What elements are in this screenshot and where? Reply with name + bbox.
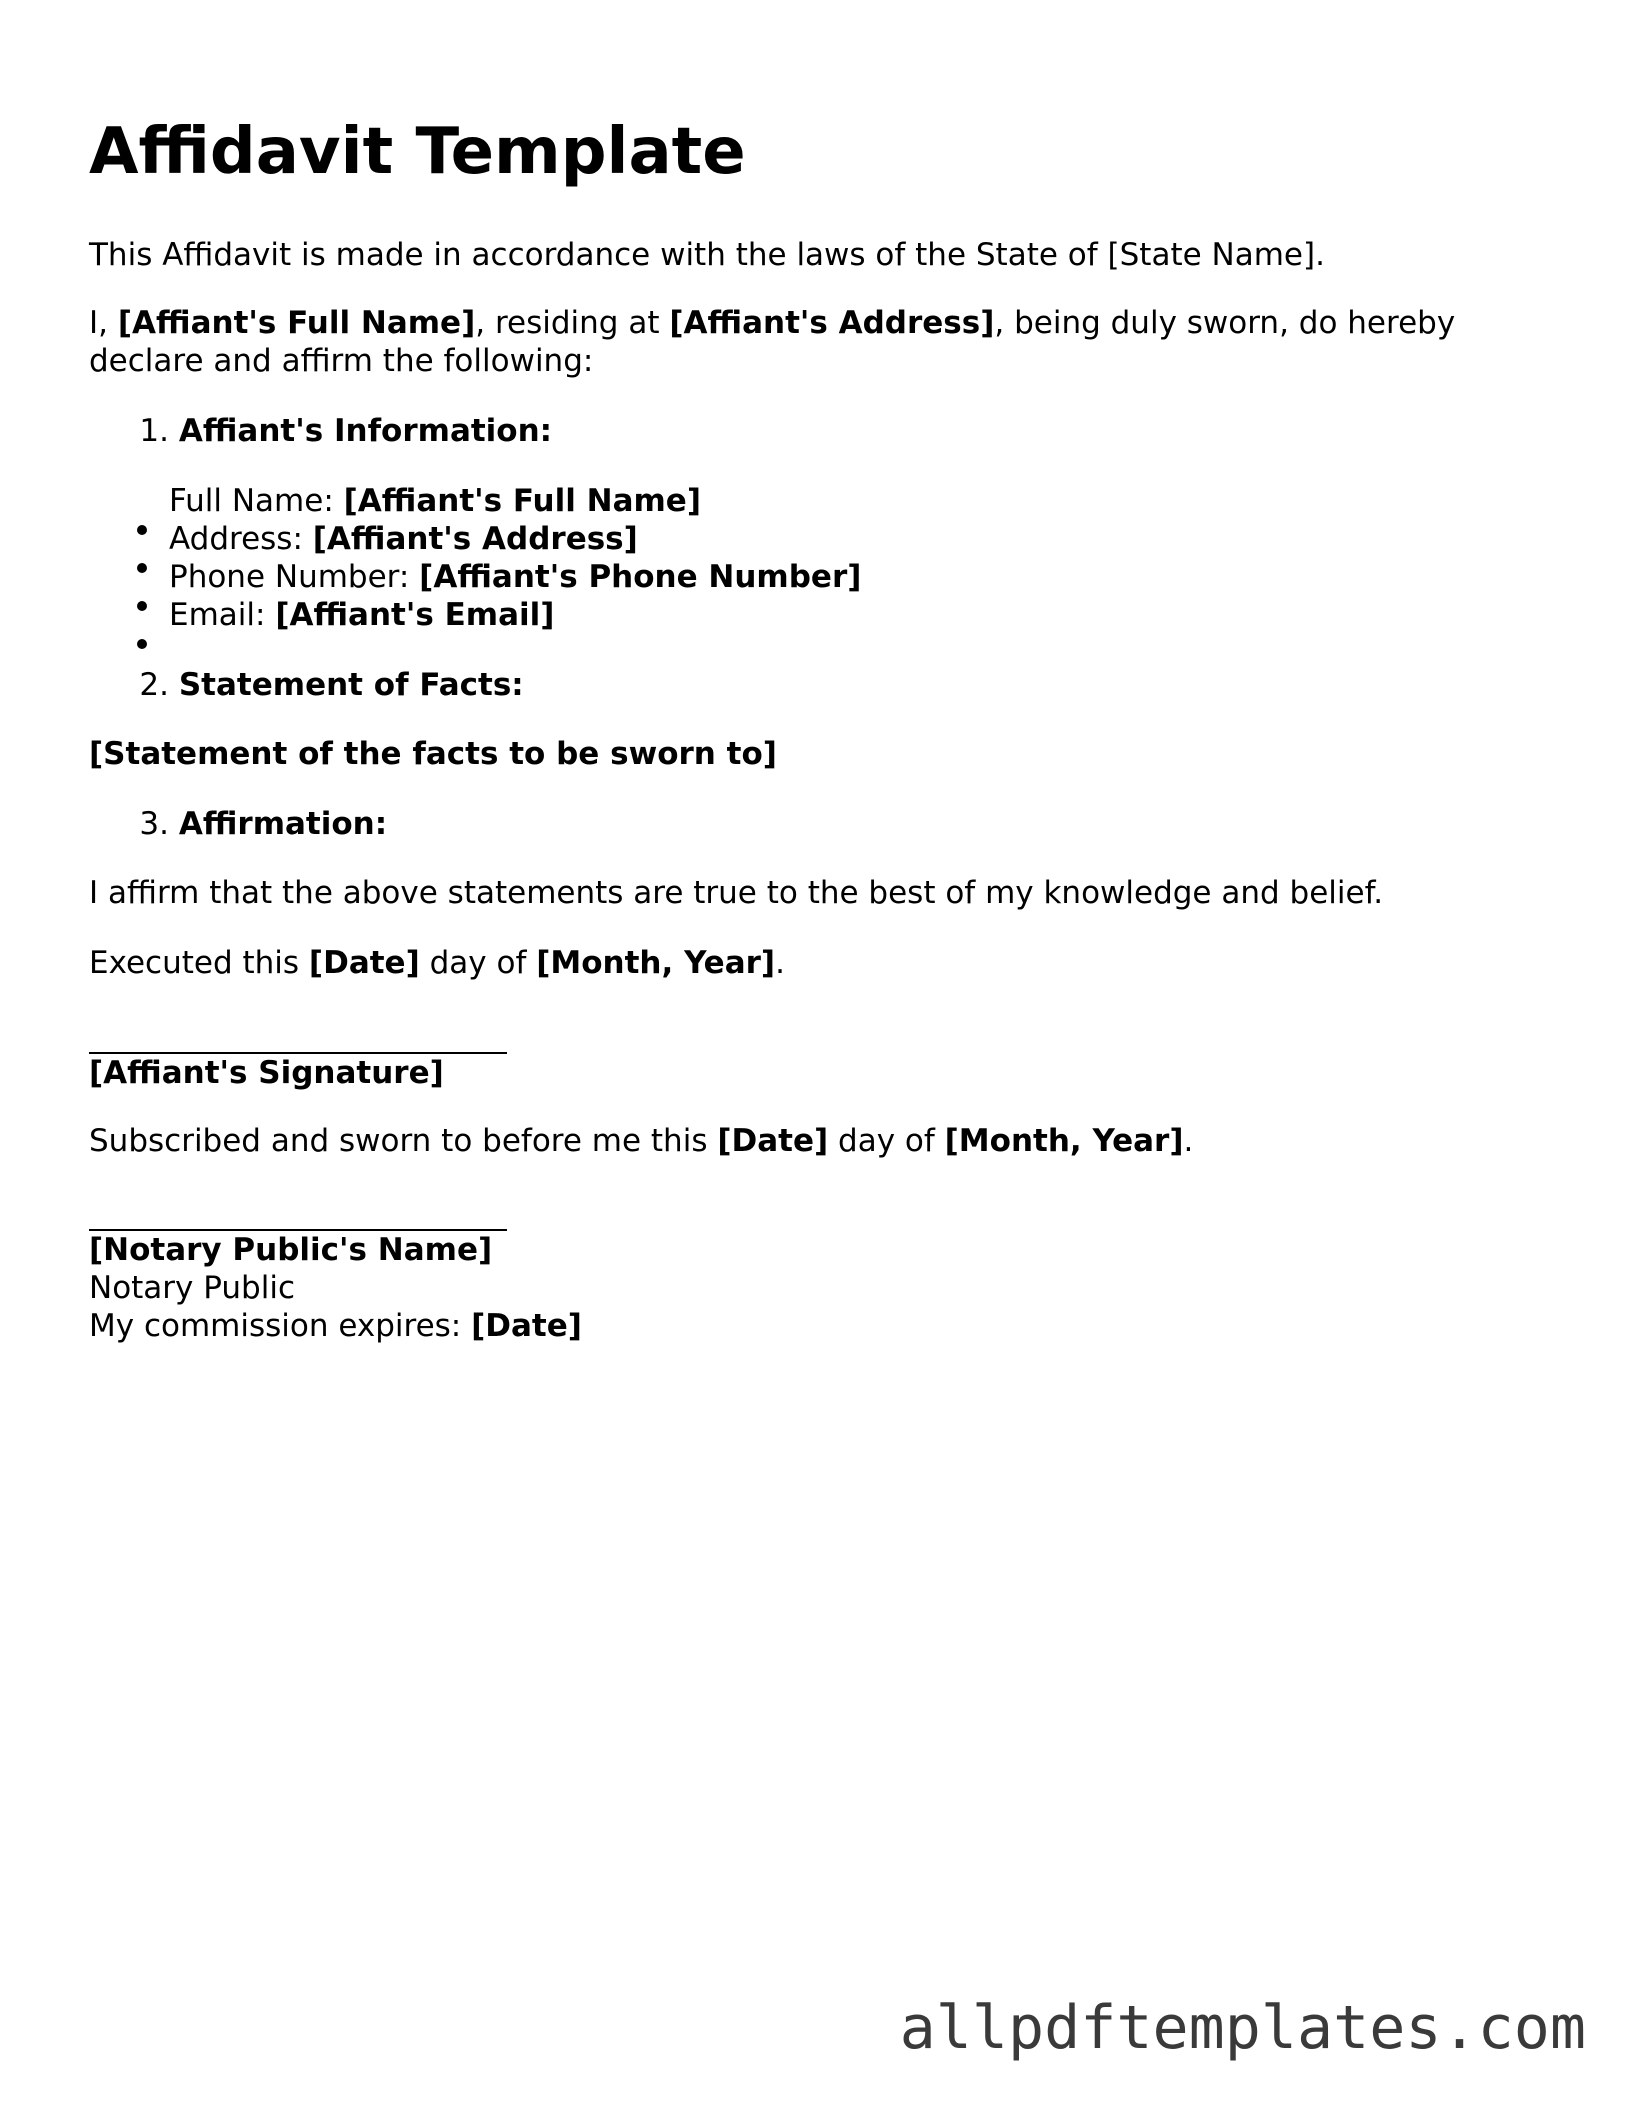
executed-text-2: day of: [419, 945, 537, 981]
declaration-text-3: , being duly sworn, do hereby: [994, 305, 1456, 341]
info-label: Phone Number:: [169, 559, 420, 595]
executed-line: [89, 944, 785, 982]
executed-month-year: [Month, Year]: [536, 945, 776, 981]
section-2-number: 2.: [139, 667, 169, 703]
section-3-title: Affirmation:: [178, 806, 388, 842]
declaration-line-2: declare and affirm the following:: [89, 343, 594, 379]
info-value: [Affiant's Email]: [275, 597, 555, 633]
notary-commission: [89, 1307, 582, 1345]
declaration-affiant-address: [Affiant's Address]: [669, 305, 995, 341]
info-item-email: [89, 596, 554, 634]
section-1-title: Affiant's Information:: [178, 413, 553, 449]
section-1-heading: [89, 412, 552, 450]
info-label: Address:: [169, 521, 313, 557]
notary-title: Notary Public: [89, 1270, 295, 1306]
declaration-text-2: , residing at: [475, 305, 670, 341]
executed-text-3: .: [775, 945, 785, 981]
declaration-affiant-name: [Affiant's Full Name]: [117, 305, 476, 341]
info-value: [Affiant's Full Name]: [343, 483, 702, 519]
info-label: Full Name:: [169, 483, 344, 519]
section-2-heading: [89, 666, 524, 704]
sworn-text-3: .: [1183, 1123, 1194, 1159]
notary-name: [Notary Public's Name]: [89, 1232, 493, 1268]
info-value: [Affiant's Phone Number]: [419, 559, 862, 595]
commission-label: My commission expires:: [89, 1308, 472, 1344]
commission-date: [Date]: [471, 1308, 582, 1344]
sworn-text-1: Subscribed and sworn to before me this: [89, 1123, 718, 1159]
declaration-line-1: [89, 304, 1455, 342]
info-value: [Affiant's Address]: [312, 521, 638, 557]
section-3-number: 3.: [139, 806, 169, 842]
sworn-date: [Date]: [717, 1123, 829, 1159]
info-label: Email:: [169, 597, 276, 633]
declaration-text-1: I,: [89, 305, 118, 341]
section-2-title: Statement of Facts:: [178, 667, 524, 703]
sworn-line: [89, 1122, 1193, 1160]
intro-paragraph: This Affidavit is made in accordance with the laws of the State of [State Name].: [89, 237, 1325, 273]
info-item-phone: [89, 558, 861, 596]
executed-text-1: Executed this: [89, 945, 309, 981]
sworn-text-2: day of: [828, 1123, 945, 1159]
affirmation-body: I affirm that the above statements are true to the best of my knowledge and belief.: [89, 875, 1384, 911]
executed-date: [Date]: [308, 945, 420, 981]
site-watermark: allpdftemplates.com: [899, 1993, 1586, 2063]
statement-of-facts-body: [Statement of the facts to be sworn to]: [89, 736, 777, 772]
document-title: Affidavit Template: [89, 115, 746, 189]
sworn-month-year: [Month, Year]: [944, 1123, 1184, 1159]
section-1-number: 1.: [139, 413, 169, 449]
info-item-address: [89, 520, 638, 558]
info-item-full-name: [89, 482, 701, 520]
section-3-heading: [89, 805, 387, 843]
affiant-signature-label: [Affiant's Signature]: [89, 1055, 444, 1091]
